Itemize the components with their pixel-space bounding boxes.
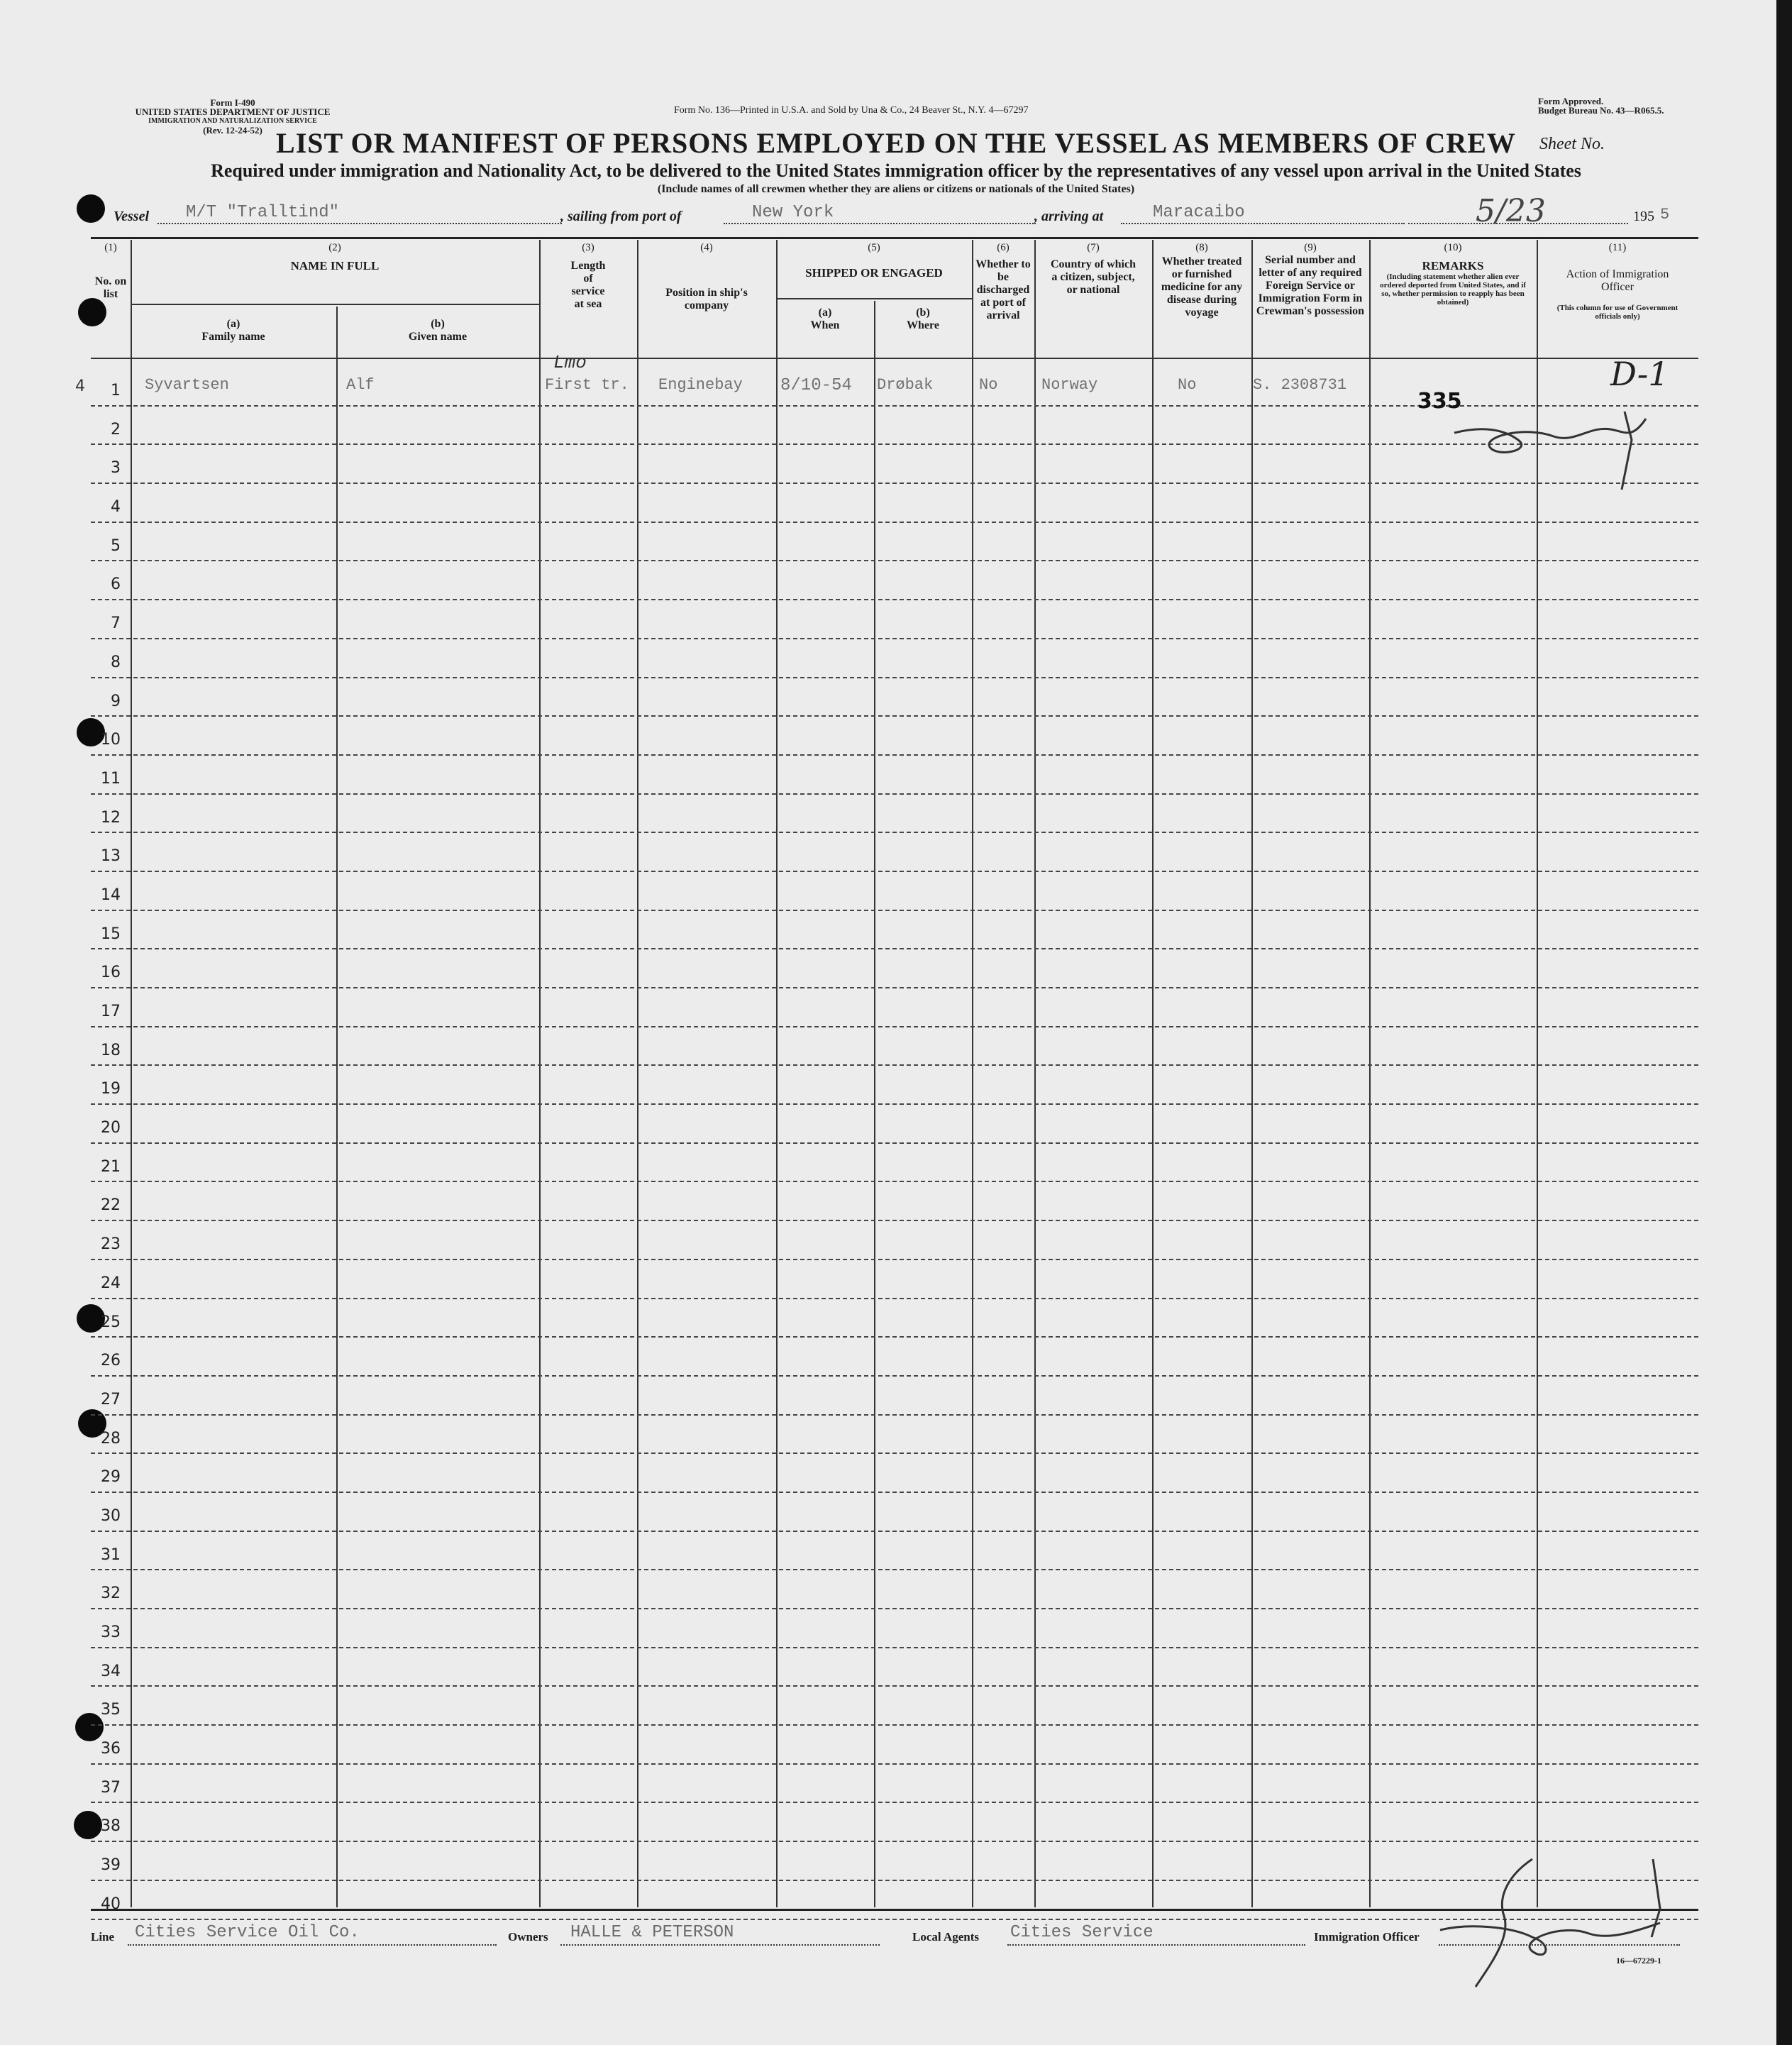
row-number: 21: [101, 1157, 121, 1176]
row-number: 35: [101, 1701, 121, 1719]
row-number: 10: [101, 731, 121, 749]
instruction-note: (Include names of all crewmen whether they are aliens or citizens or nationals of the United States): [657, 183, 1135, 195]
row-number: 39: [101, 1856, 121, 1875]
col2-header: [131, 241, 539, 272]
col10-header: [1369, 241, 1537, 307]
row-number: 5: [111, 536, 121, 555]
country: Norway: [1041, 376, 1098, 394]
shipped-when: 8/10-54: [780, 376, 852, 395]
officer-initials-signature: [1440, 397, 1674, 497]
col8-header: [1152, 241, 1251, 319]
table-row: [91, 523, 1698, 562]
crew-rows: [91, 368, 1698, 1920]
row-number: 27: [101, 1390, 121, 1409]
sheet-number-label: Sheet No.: [1539, 135, 1605, 153]
department-name: UNITED STATES DEPARTMENT OF JUSTICE: [135, 106, 331, 117]
family-name: Syvartsen: [145, 376, 229, 394]
col3-number: (3): [582, 242, 594, 253]
col9-header: [1251, 241, 1369, 318]
col7-number: (7): [1087, 242, 1100, 253]
immigration-officer-signature: [1426, 1845, 1688, 2015]
length-of-service: First tr.: [545, 376, 629, 394]
printer-note: Form No. 136—Printed in U.S.A. and Sold by Una & Co., 24 Beaver St., N.Y. 4—67297: [674, 105, 1029, 116]
row-number: 31: [101, 1545, 121, 1564]
col7-header: [1034, 241, 1152, 297]
officer-label: Immigration Officer: [1314, 1930, 1420, 1944]
row-number: 2: [111, 420, 121, 439]
shipped-where: Drøbak: [877, 376, 934, 394]
table-row: [91, 833, 1698, 872]
col8-label: Whether treated or furnished medicine for any disease during voyage: [1161, 255, 1243, 319]
row-number: 29: [101, 1468, 121, 1487]
table-row: [91, 1803, 1698, 1842]
vessel-label: Vessel: [114, 209, 149, 224]
row-number: 33: [101, 1624, 121, 1641]
table-row: [91, 1066, 1698, 1105]
table-row: [91, 756, 1698, 795]
col9-label: Serial number and letter of any required Foreign Service or Immigration Form in Crewman's possession: [1256, 254, 1365, 317]
table-row: [91, 600, 1698, 639]
col11-header: [1537, 241, 1698, 321]
col5-number: (5): [868, 242, 880, 253]
table-row: [91, 1532, 1698, 1571]
header-bottom-rule: [91, 358, 1698, 359]
year-prefix: 195: [1633, 209, 1654, 224]
line-label: Line: [91, 1930, 115, 1944]
table-row: [91, 1416, 1698, 1455]
col9-number: (9): [1304, 242, 1317, 253]
row-number: 14: [101, 886, 121, 904]
col3-label: Length of service at sea: [570, 260, 606, 310]
row-number: 7: [111, 614, 121, 633]
col5a-label: (a) When: [810, 307, 840, 331]
table-row: [91, 1338, 1698, 1377]
row-number: 38: [101, 1817, 121, 1836]
col2-number: (2): [328, 242, 341, 253]
row-number: 9: [111, 692, 121, 710]
table-row: [91, 639, 1698, 678]
owners-value: HALLE & PETERSON: [570, 1923, 734, 1942]
form-revision: (Rev. 12-24-52): [203, 125, 262, 136]
row-number: 34: [101, 1662, 121, 1680]
row-number: 20: [101, 1119, 121, 1137]
action-handwritten: D-1: [1610, 355, 1669, 393]
table-row: [91, 872, 1698, 911]
binder-hole: [78, 298, 106, 326]
col4-number: (4): [700, 242, 713, 253]
col11-number: (11): [1608, 242, 1627, 253]
year-suffix: 5: [1660, 206, 1670, 224]
vessel-field-line: [157, 223, 562, 224]
col8-number: (8): [1195, 242, 1208, 253]
col3-header: [539, 241, 637, 311]
row-number: 32: [101, 1584, 121, 1603]
table-row: [91, 1570, 1698, 1609]
agents-value: Cities Service: [1010, 1923, 1154, 1942]
row-number: 12: [101, 808, 121, 827]
table-row: [91, 1027, 1698, 1066]
col1-number: (1): [104, 242, 117, 253]
table-row: [91, 1648, 1698, 1687]
discharged: No: [979, 376, 998, 394]
col5-header: [776, 241, 972, 280]
arrival-date-handwritten: 5/23: [1476, 193, 1546, 229]
sailing-field-line: [724, 223, 1036, 224]
service-name: IMMIGRATION AND NATURALIZATION SERVICE: [148, 117, 317, 125]
form-number: Form I-490: [210, 97, 255, 108]
row-number: 4: [111, 498, 121, 517]
table-row: [91, 1493, 1698, 1532]
name-header-rule: [131, 304, 539, 305]
col7-label: Country of which a citizen, subject, or national: [1050, 258, 1136, 296]
table-row: [91, 1377, 1698, 1416]
row-number: 3: [111, 459, 121, 478]
col5-label: SHIPPED OR ENGAGED: [805, 266, 943, 280]
col2a-label: (a) Family name: [201, 318, 265, 343]
col1-label: No. on list: [94, 275, 127, 300]
table-row: [91, 911, 1698, 950]
voyage-line: [0, 193, 1792, 230]
table-row: [91, 1105, 1698, 1144]
row-number: 13: [101, 847, 121, 866]
agents-label: Local Agents: [912, 1930, 979, 1944]
line-field-line: [128, 1944, 497, 1946]
row-number: 36: [101, 1740, 121, 1758]
row-number: 22: [101, 1196, 121, 1215]
shipped-header-rule: [776, 298, 972, 299]
col6-label: Whether to be discharged at port of arrival: [975, 258, 1031, 321]
col10-note: (Including statement whether alien ever ordered deported from United States, and if so, whether permission to reapply has been obtained): [1380, 272, 1526, 307]
table-row: [91, 1609, 1698, 1648]
col6-header: [972, 241, 1034, 322]
col11-note: (This column for use of Government officials only): [1556, 304, 1678, 321]
col5b-label: (b) Where: [907, 307, 939, 331]
row-number: 30: [101, 1506, 121, 1525]
remarks-stamp: 335: [1417, 389, 1462, 414]
approval-block: [1538, 97, 1664, 115]
col4-label: Position in ship's company: [665, 287, 748, 312]
budget-bureau: Budget Bureau No. 43—R065.5.: [1538, 105, 1664, 116]
table-row: [91, 1144, 1698, 1183]
length-handwritten: Lmo: [553, 352, 587, 373]
table-row: [91, 1260, 1698, 1299]
table-row: [91, 1454, 1698, 1493]
row-number: 8: [111, 653, 121, 671]
table-row: [91, 949, 1698, 988]
col10-label: REMARKS: [1422, 259, 1484, 272]
table-row: [91, 795, 1698, 834]
line-value: Cities Service Oil Co.: [135, 1923, 360, 1942]
position: Enginebay: [658, 376, 743, 394]
col1-header: [91, 241, 131, 301]
table-row: [91, 1765, 1698, 1804]
row-number: 28: [101, 1429, 121, 1448]
col10-number: (10): [1444, 242, 1462, 253]
page-prefix: 4: [75, 377, 85, 395]
row-number: 16: [101, 964, 121, 982]
row-number: 6: [111, 575, 121, 594]
table-row: [91, 1726, 1698, 1765]
table-row: [91, 1182, 1698, 1221]
sailing-label: , sailing from port of: [560, 209, 682, 224]
row-number: 23: [101, 1235, 121, 1254]
table-row: [91, 1687, 1698, 1726]
requirement-statement: Required under immigration and Nationality Act, to be delivered to the United States immigration officer by the representatives of any vessel upon arrival in the United States: [211, 160, 1581, 181]
col2-label: NAME IN FULL: [290, 259, 380, 272]
table-top-rule: [91, 237, 1698, 239]
row-number: 15: [101, 925, 121, 943]
vessel-value: M/T "Tralltind": [186, 203, 340, 222]
table-row: [91, 561, 1698, 600]
col2b-label: (b) Given name: [408, 318, 468, 343]
arriving-port-value: Maracaibo: [1153, 203, 1245, 222]
agents-field-line: [1007, 1944, 1305, 1946]
row-number: 25: [101, 1313, 121, 1331]
arriving-field-line: [1121, 223, 1405, 224]
row-number: 24: [101, 1274, 121, 1292]
page-title: LIST OR MANIFEST OF PERSONS EMPLOYED ON THE VESSEL AS MEMBERS OF CREW: [276, 127, 1516, 159]
row-number: 19: [101, 1080, 121, 1098]
row-number: 1: [111, 382, 121, 399]
col11-label: Action of Immigration Officer: [1566, 268, 1669, 293]
sailing-port-value: New York: [752, 203, 834, 222]
table-row: [91, 1299, 1698, 1338]
row-number: 18: [101, 1041, 121, 1059]
row-number: 37: [101, 1778, 121, 1797]
form-approved: Form Approved.: [1538, 96, 1604, 106]
table-row: [91, 717, 1698, 756]
row-number: 17: [101, 1003, 121, 1020]
col4-header: [637, 241, 776, 312]
treated: No: [1178, 376, 1197, 394]
serial-number: S. 2308731: [1253, 376, 1347, 394]
col6-number: (6): [997, 242, 1010, 253]
form-code: 16—67229-1: [1616, 1956, 1661, 1966]
row-number: 40: [101, 1895, 121, 1913]
table-row: [91, 988, 1698, 1027]
row-number: 26: [101, 1352, 121, 1370]
given-name: Alf: [346, 376, 375, 394]
owners-field-line: [560, 1944, 880, 1946]
table-row: [91, 1221, 1698, 1260]
arriving-label: , arriving at: [1034, 209, 1104, 224]
row-number: 11: [101, 769, 121, 788]
table-row: [91, 678, 1698, 717]
owners-label: Owners: [508, 1930, 548, 1944]
